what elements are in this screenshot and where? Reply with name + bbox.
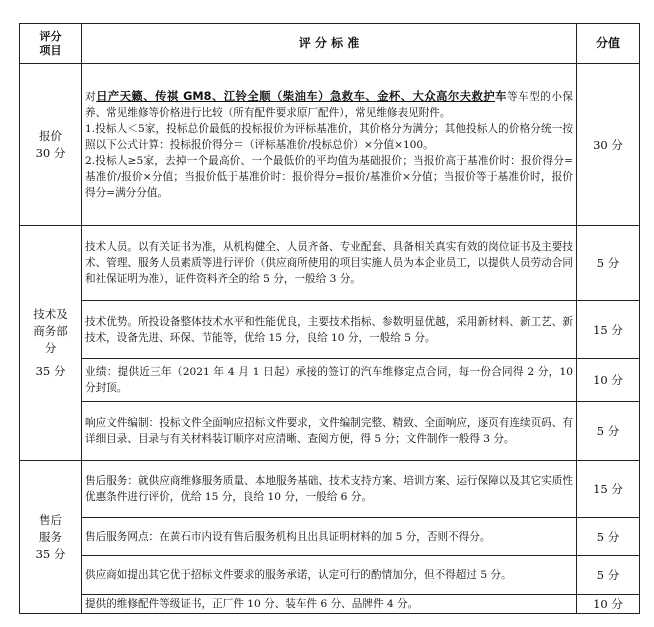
service-row-parts bbox=[20, 595, 640, 614]
tech-row-document bbox=[20, 402, 640, 461]
vehicle-brands: 日产天籁、传祺 GM8、江铃全顺（柴油车）急救车、金杯、大众高尔夫救护 bbox=[96, 89, 496, 103]
tech-row-advantage bbox=[20, 301, 640, 359]
service-criteria-aftersales: 售后服务：就供应商维修服务质量、本地服务基础、技术支持方案、培训方案、运行保障以及其它实质性优惠条件进行评价，优给 15 分，良给 10 分，一般给 6 分。 bbox=[82, 461, 577, 518]
service-criteria-outlet: 售后服务网点：在黄石市内设有售后服务机构且出具证明材料的加 5 分，否则不得分。 bbox=[82, 518, 577, 556]
price-rule-1: 1.投标人＜5家，投标总价最低的投标报价为评标基准价，其价格分为满分；其他投标人的价格分统一按照以下公式计算：投标报价得分＝（评标基准价/投标总价）×分值×100。 bbox=[85, 122, 573, 151]
tech-category: 技术及 商务部 分 35 分 bbox=[20, 226, 82, 461]
service-criteria-parts: 提供的维修配件等级证书，正厂件 10 分、装车件 6 分、品牌件 4 分。 bbox=[82, 595, 577, 614]
tech-score-personnel: 5 分 bbox=[577, 226, 640, 301]
tech-criteria-advantage: 技术优势。所投设备整体技术水平和性能优良，主要技术指标、参数明显优越，采用新材料、新工艺、新技术，设备先进、环保、节能等，优给 15 分，良给 10 分，一般给 5 分。 bbox=[82, 301, 577, 359]
price-criteria: 对日产天籁、传祺 GM8、江铃全顺（柴油车）急救车、金杯、大众高尔夫救护车等车型的小保养、常见维修等价格进行比较（所有配件要求原厂配件），常见维修表见附件。 1.投标人＜5家，投标总价最低的投标报价为评标基准价，其价格分为满分；其他投标人的价格分统一按照以下公式计算：投标报价得分＝（评标基准价/投标总价）×分值×100。 2.投标人≥5家，去掉一个最高价、一个最低价的平均值为基础报价；当报价高于基准价时：报价得分=基准价/报价×分值；当报价低于基准价时：报价得分=报价/基准价×分值；当报价等于基准价时，报价得分=满分分值。 bbox=[82, 64, 577, 226]
criteria-header: 评 分 标 准 bbox=[82, 24, 577, 64]
service-score-parts: 10 分 bbox=[577, 595, 640, 614]
score-header: 分值 bbox=[577, 24, 640, 64]
service-score-commitment: 5 分 bbox=[577, 556, 640, 595]
category-header: 评分 项目 bbox=[20, 24, 82, 64]
header-row bbox=[20, 24, 640, 64]
service-row-aftersales bbox=[20, 461, 640, 518]
tech-criteria-personnel: 技术人员。以有关证书为准，从机构健全、人员齐备、专业配套、具备相关真实有效的岗位证书及主要技术、管理、服务人员素质等进行评价（供应商所使用的项目实施人员为本企业员工，以提供人员劳动合同和社保证明为准），证件资料齐全的给 5 分，一般给 3 分。 bbox=[82, 226, 577, 301]
service-score-aftersales: 15 分 bbox=[577, 461, 640, 518]
scoring-table bbox=[19, 23, 640, 614]
service-row-commitment bbox=[20, 556, 640, 595]
tech-score-advantage: 15 分 bbox=[577, 301, 640, 359]
tech-row-performance bbox=[20, 359, 640, 402]
price-score: 30 分 bbox=[577, 64, 640, 226]
service-criteria-commitment: 供应商如提出其它优于招标文件要求的服务承诺，认定可行的酌情加分，但不得超过 5 分。 bbox=[82, 556, 577, 595]
price-row bbox=[20, 64, 640, 226]
tech-row-personnel bbox=[20, 226, 640, 301]
tech-criteria-performance: 业绩：提供近三年（2021 年 4 月 1 日起）承接的签订的汽车维修定点合同，每一份合同得 2 分，10 分封顶。 bbox=[82, 359, 577, 402]
price-category: 报价 30 分 bbox=[20, 64, 82, 226]
service-score-outlet: 5 分 bbox=[577, 518, 640, 556]
tech-score-performance: 10 分 bbox=[577, 359, 640, 402]
tech-score-document: 5 分 bbox=[577, 402, 640, 461]
price-rule-2: 2.投标人≥5家，去掉一个最高价、一个最低价的平均值为基础报价；当报价高于基准价时：报价得分=基准价/报价×分值；当报价低于基准价时：报价得分=报价/基准价×分值；当报价等于基准价时，报价得分=满分分值。 bbox=[85, 154, 573, 199]
service-row-outlet bbox=[20, 518, 640, 556]
tech-criteria-document: 响应文件编制：投标文件全面响应招标文件要求，文件编制完整、精致、全面响应，逐页有连续页码、有详细目录、目录与有关材料装订顺序对应清晰、查阅方便，得 5 分；文件制作一般得 3 分。 bbox=[82, 402, 577, 461]
service-category: 售后 服务 35 分 bbox=[20, 461, 82, 614]
